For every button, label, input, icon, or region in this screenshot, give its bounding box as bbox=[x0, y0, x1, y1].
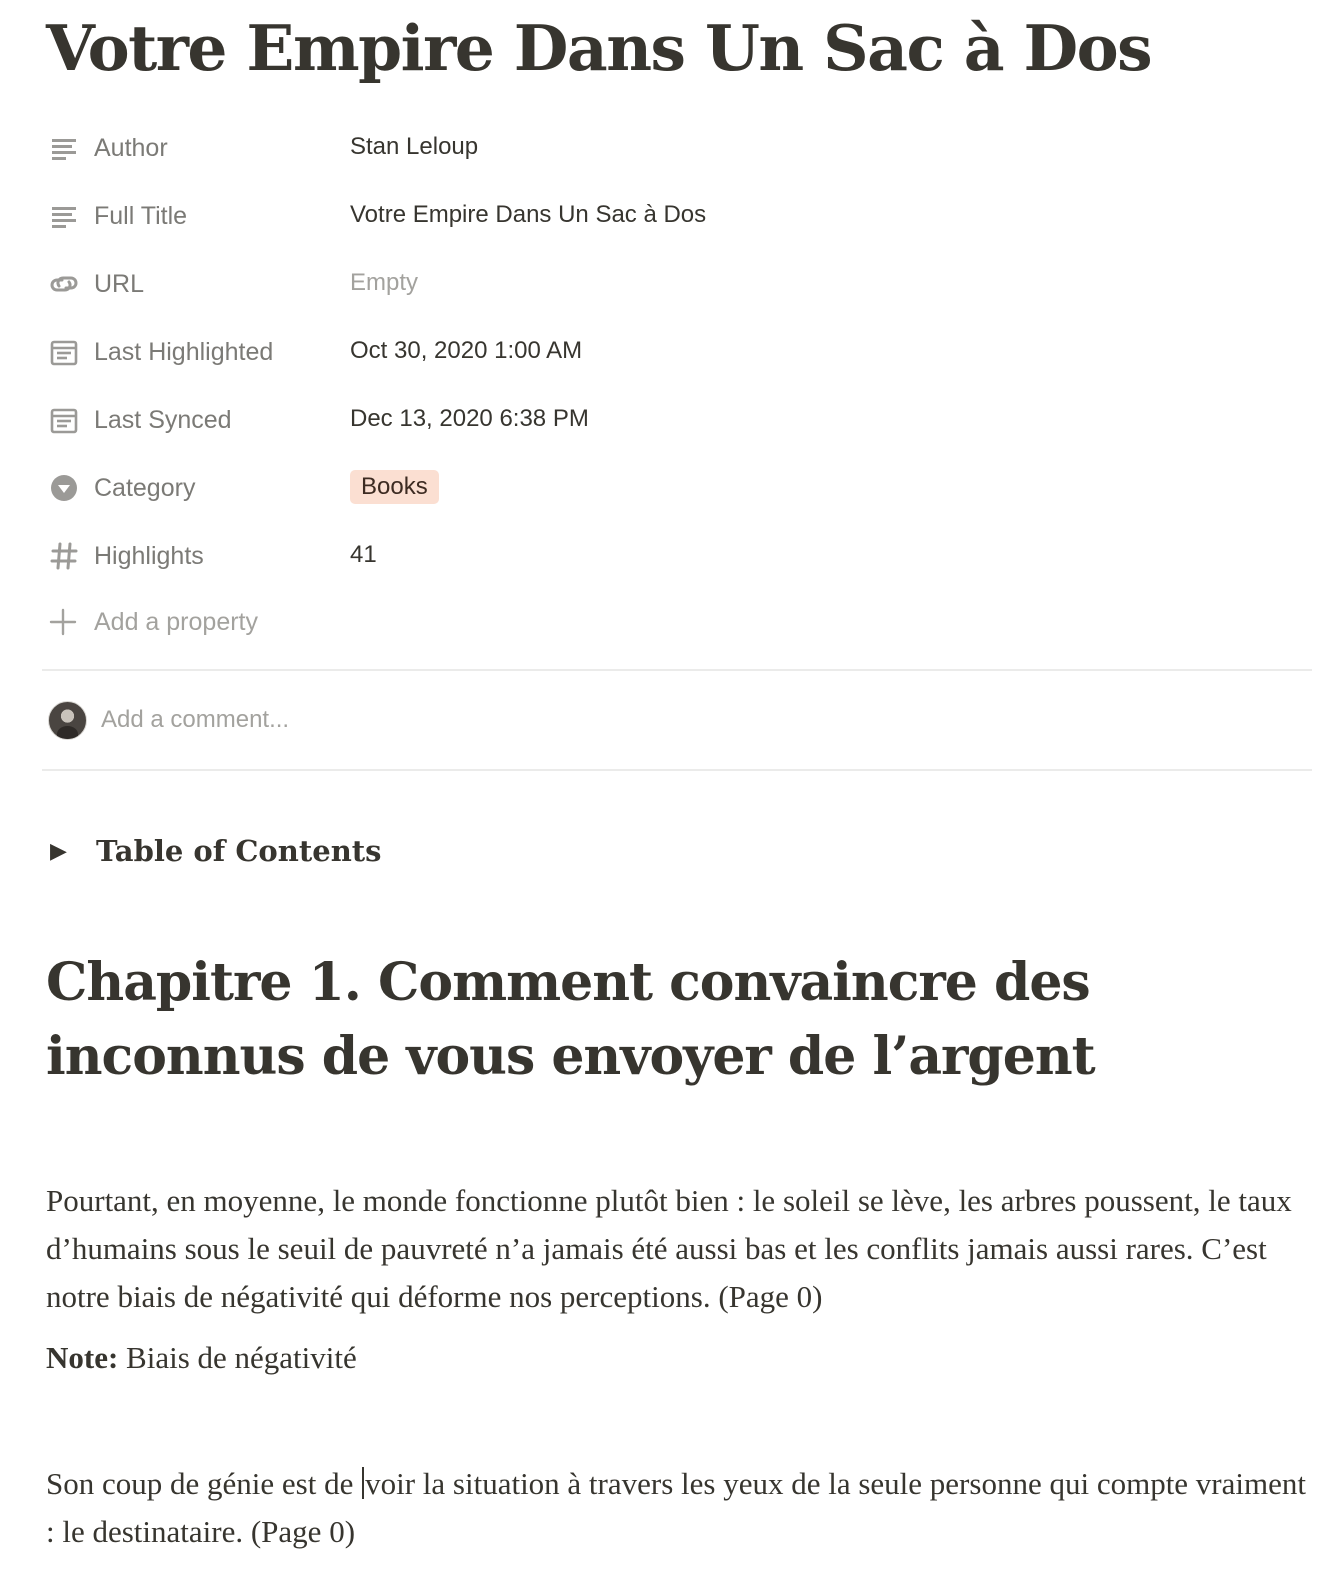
property-value[interactable]: Oct 30, 2020 1:00 AM bbox=[350, 337, 583, 364]
property-name[interactable] bbox=[48, 126, 328, 170]
toggle-label: Table of Contents bbox=[96, 834, 382, 868]
paragraph-text: Son coup de génie est de bbox=[46, 1466, 362, 1501]
properties-list bbox=[42, 114, 1312, 590]
property-name[interactable] bbox=[48, 466, 328, 510]
avatar bbox=[48, 701, 87, 740]
property-value[interactable]: Stan Leloup bbox=[350, 133, 479, 160]
calendar-icon bbox=[48, 404, 80, 436]
property-url[interactable] bbox=[42, 250, 1312, 318]
note-text: Biais de négativité bbox=[126, 1340, 357, 1375]
select-icon bbox=[48, 472, 80, 504]
category-tag-books[interactable]: Books bbox=[350, 470, 439, 504]
property-last-synced[interactable] bbox=[42, 386, 1312, 454]
property-label: Full Title bbox=[94, 201, 188, 230]
property-name[interactable] bbox=[48, 330, 328, 374]
property-label: URL bbox=[94, 269, 145, 298]
property-label: Author bbox=[94, 133, 168, 162]
page-title[interactable]: Votre Empire Dans Un Sac à Dos bbox=[46, 11, 1152, 85]
highlight-note[interactable] bbox=[46, 1334, 1316, 1382]
property-label: Last Synced bbox=[94, 405, 232, 434]
chapter-heading[interactable]: Chapitre 1. Comment convaincre des inconnus de vous envoyer de l’argent bbox=[46, 952, 1095, 1087]
toggle-table-of-contents[interactable] bbox=[50, 826, 382, 876]
property-value[interactable] bbox=[350, 466, 439, 508]
divider bbox=[42, 769, 1312, 771]
text-lines-icon bbox=[48, 132, 80, 164]
property-label: Category bbox=[94, 473, 196, 502]
property-full-title[interactable] bbox=[42, 182, 1312, 250]
note-label: Note: bbox=[46, 1340, 119, 1375]
calendar-icon bbox=[48, 336, 80, 368]
property-label: Highlights bbox=[94, 541, 204, 570]
link-icon bbox=[48, 268, 80, 300]
property-author[interactable] bbox=[42, 114, 1312, 182]
property-category[interactable] bbox=[42, 454, 1312, 522]
plus-icon bbox=[48, 607, 78, 637]
add-property-label: Add a property bbox=[94, 607, 258, 636]
property-value[interactable]: Dec 13, 2020 6:38 PM bbox=[350, 405, 589, 432]
property-name[interactable] bbox=[48, 398, 328, 442]
property-value[interactable]: 41 bbox=[350, 541, 377, 568]
text-caret bbox=[362, 1467, 364, 1499]
paragraph-text: voir la situation à travers les yeux de la seule personne qui compte vraiment : le destinataire. (Page 0) bbox=[46, 1466, 1306, 1549]
property-label: Last Highlighted bbox=[94, 337, 274, 366]
triangle-right-icon[interactable]: ▶ bbox=[50, 838, 67, 863]
hash-icon bbox=[48, 540, 80, 572]
highlight-paragraph[interactable]: Pourtant, en moyenne, le monde fonctionne plutôt bien : le soleil se lève, les arbres poussent, le taux d’humains sous le seuil de pauvreté n’a jamais été aussi bas et les conflits jamais aussi rares. C’est notre biais de négativité qui déforme nos perceptions. (Page 0) bbox=[46, 1183, 1292, 1314]
text-lines-icon bbox=[48, 200, 80, 232]
property-name[interactable] bbox=[48, 534, 328, 578]
comment-placeholder: Add a comment... bbox=[101, 706, 290, 733]
property-name[interactable] bbox=[48, 194, 328, 238]
property-last-highlighted[interactable] bbox=[42, 318, 1312, 386]
property-name[interactable] bbox=[48, 262, 328, 306]
divider bbox=[42, 669, 1312, 671]
comment-input[interactable] bbox=[48, 700, 289, 740]
add-property-button[interactable] bbox=[48, 600, 258, 644]
property-value[interactable]: Votre Empire Dans Un Sac à Dos bbox=[350, 201, 707, 228]
property-value-empty[interactable]: Empty bbox=[350, 269, 419, 296]
property-highlights[interactable] bbox=[42, 522, 1312, 590]
highlight-paragraph[interactable] bbox=[46, 1460, 1316, 1556]
